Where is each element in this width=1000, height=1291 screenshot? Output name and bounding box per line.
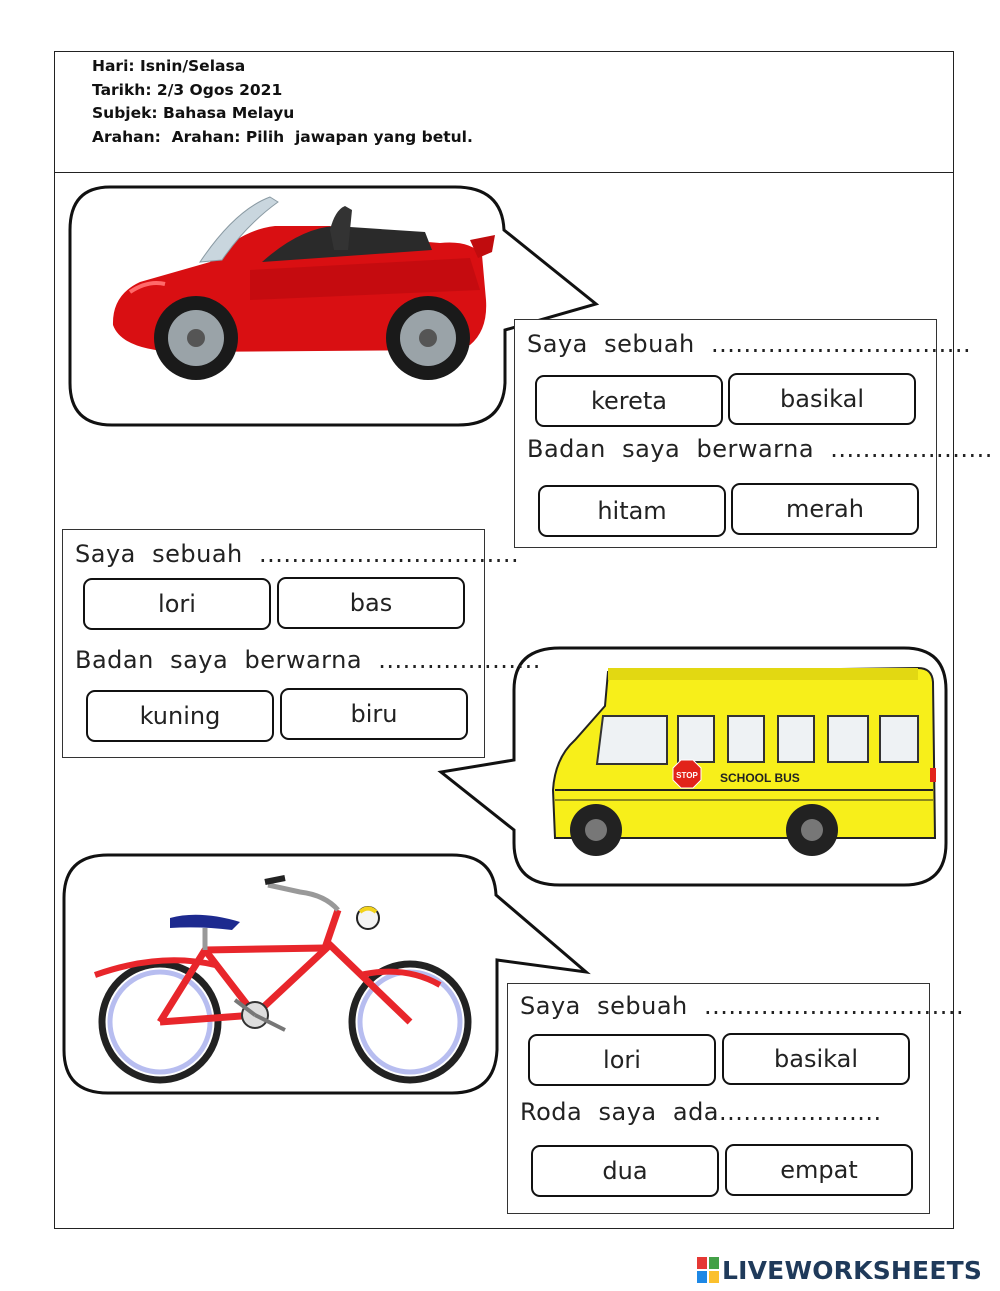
answer-button-basikal[interactable]: basikal <box>728 373 916 425</box>
answer-button-hitam[interactable]: hitam <box>538 485 726 537</box>
bicycle-question-name: Saya sebuah ................................ <box>520 992 965 1020</box>
header-day: Hari: Isnin/Selasa <box>92 57 246 75</box>
answer-button-biru[interactable]: biru <box>280 688 468 740</box>
bus-question-color: Badan saya berwarna .................... <box>75 646 541 674</box>
answer-button-lori[interactable]: lori <box>83 578 271 630</box>
header-date: Tarikh: 2/3 Ogos 2021 <box>92 80 283 99</box>
liveworksheets-logo[interactable] <box>697 1255 982 1285</box>
bus-question-box <box>62 529 541 758</box>
school-bus-label: SCHOOL BUS <box>720 771 800 785</box>
answer-button-bas[interactable]: bas <box>277 577 465 629</box>
answer-button-dua[interactable]: dua <box>531 1145 719 1197</box>
header-subject: Subjek: Bahasa Melayu <box>92 104 295 122</box>
answer-button-merah[interactable]: merah <box>731 483 919 535</box>
answer-button-kuning[interactable]: kuning <box>86 690 274 742</box>
bicycle-question-box <box>507 983 965 1214</box>
answer-button-kereta[interactable]: kereta <box>535 375 723 427</box>
car-question-box <box>514 319 993 548</box>
school-bus-image <box>553 668 936 856</box>
answer-button-lori-2[interactable]: lori <box>528 1034 716 1086</box>
header-instruction: Arahan: Arahan: Pilih jawapan yang betul. <box>92 127 473 146</box>
car-question-name: Saya sebuah ................................ <box>527 330 972 358</box>
bicycle-question-wheels: Roda saya ada.................... <box>520 1098 882 1126</box>
stop-sign-label: STOP <box>676 771 698 780</box>
answer-button-basikal-2[interactable]: basikal <box>722 1033 910 1085</box>
car-question-color: Badan saya berwarna .................... <box>527 435 993 463</box>
liveworksheets-logo-icon <box>697 1257 719 1283</box>
answer-button-empat[interactable]: empat <box>725 1144 913 1196</box>
bus-question-name: Saya sebuah ................................ <box>75 540 520 568</box>
liveworksheets-brand-text: LIVEWORKSHEETS <box>722 1255 983 1285</box>
